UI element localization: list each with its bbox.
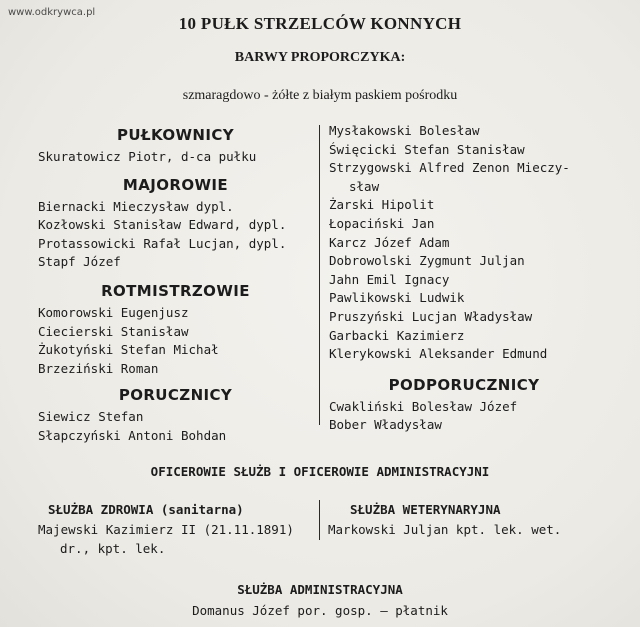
list-item: Pruszyński Lucjan Władysław: [329, 308, 533, 324]
column-divider-top: [319, 125, 320, 425]
section-heading-pulkownicy: PUŁKOWNICY: [116, 126, 235, 144]
list-item: Karcz Józef Adam: [329, 234, 450, 250]
sluzba-zdrowia-line1: Majewski Kazimierz II (21.11.1891): [38, 522, 294, 537]
sluzba-administracyjna-line1: Domanus Józef por. gosp. — płatnik: [192, 603, 448, 618]
list-item: Siewicz Stefan: [38, 409, 144, 425]
list-item: Dobrowolski Zygmunt Juljan: [329, 253, 525, 269]
column-divider-bottom: [319, 500, 320, 540]
page-title: 10 PUŁK STRZELCÓW KONNYCH: [178, 14, 462, 33]
barwy-text: szmaragdowo - żółte z białym paskiem pośrodku: [182, 88, 458, 103]
list-item: Skuratowicz Piotr, d-ca pułku: [38, 149, 257, 164]
list-porucznicy: [38, 408, 313, 445]
sluzby-heading: OFICEROWIE SŁUŻB I OFICEROWIE ADMINISTRACYJNI: [150, 464, 490, 479]
list-item: Mysłakowski Bolesław: [329, 123, 480, 138]
list-item: Kozłowski Stanisław Edward, dypl.: [38, 217, 287, 233]
list-item: Żarski Hipolit: [329, 197, 435, 213]
list-item: Łopaciński Jan: [329, 215, 435, 231]
list-item: Cwakliński Bolesław Józef: [329, 398, 518, 414]
list-porucznicy-continued: [329, 122, 599, 364]
list-rotmistrzowie: [38, 304, 313, 378]
list-item: Garbacki Kazimierz: [329, 327, 465, 343]
list-item: Protassowicki Rafał Lucjan, dypl.: [38, 235, 287, 251]
sluzba-weterynaryjna-line1: Markowski Juljan kpt. lek. wet.: [328, 522, 562, 537]
list-item: Pawlikowski Ludwik: [329, 290, 465, 306]
section-heading-podporucznicy: PODPORUCZNICY: [388, 375, 540, 394]
list-podporucznicy: [329, 398, 599, 435]
right-column: [329, 122, 599, 435]
list-item: Słapczyński Antoni Bohdan: [38, 427, 227, 443]
list-item: Ciecierski Stanisław: [38, 323, 189, 339]
list-item: Stapf Józef: [38, 254, 121, 270]
list-item: Komorowski Eugenjusz: [38, 304, 189, 320]
list-item: Strzygowski Alfred Zenon Mieczy-: [329, 160, 570, 176]
barwy-heading: BARWY PROPORCZYKA:: [234, 50, 406, 65]
list-pulkownicy: [38, 148, 313, 167]
left-column: [38, 122, 313, 446]
list-item: Brzeziński Roman: [38, 360, 159, 376]
section-heading-majorowie: MAJOROWIE: [122, 175, 229, 194]
sluzba-zdrowia-line2: dr., kpt. lek.: [60, 541, 166, 556]
section-heading-rotmistrzowie: ROTMISTRZOWIE: [101, 281, 250, 300]
watermark: www.odkrywca.pl: [8, 7, 96, 18]
list-item: Bober Władysław: [329, 417, 442, 433]
list-item: Święcicki Stefan Stanisław: [329, 141, 525, 157]
sluzba-administracyjna-heading: SŁUŻBA ADMINISTRACYJNA: [237, 582, 403, 597]
sluzba-zdrowia-heading: SŁUŻBA ZDROWIA (sanitarna): [48, 502, 244, 517]
list-item: Jahn Emil Ignacy: [329, 271, 450, 287]
list-item: Żukotyński Stefan Michał: [38, 342, 219, 358]
section-heading-porucznicy: PORUCZNICY: [118, 386, 233, 405]
list-item: Klerykowski Aleksander Edmund: [329, 346, 548, 362]
list-item: Biernacki Mieczysław dypl.: [38, 198, 234, 214]
list-majorowie: [38, 198, 313, 272]
sluzba-weterynaryjna-heading: SŁUŻBA WETERYNARYJNA: [350, 502, 501, 517]
list-item: sław: [349, 178, 380, 194]
